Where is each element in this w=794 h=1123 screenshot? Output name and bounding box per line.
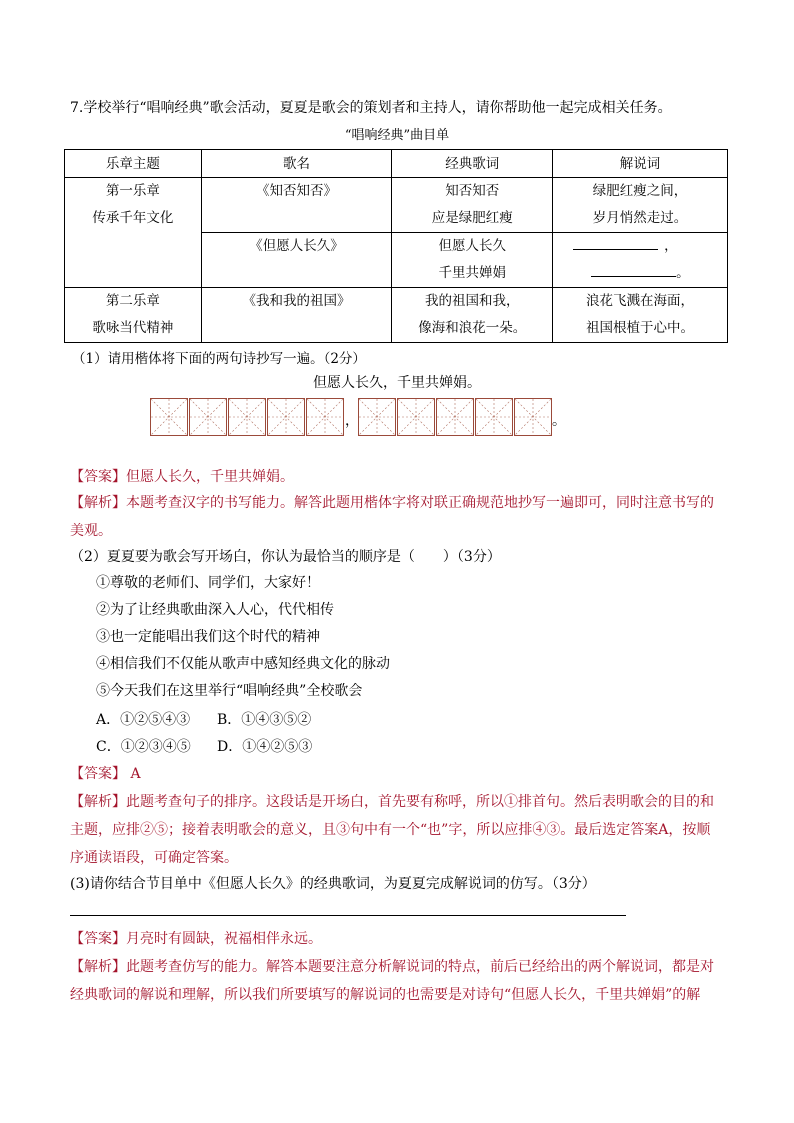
list-item: ①尊敬的老师们、同学们，大家好！: [96, 575, 320, 591]
song-cell: [201, 178, 392, 233]
option-d[interactable]: D．①④②⑤③: [217, 739, 313, 755]
writing-cell[interactable]: [306, 398, 344, 436]
analysis-label: 【解析】: [70, 959, 126, 975]
answer-text: 月亮时有圆缺，祝福相伴永远。: [126, 931, 322, 947]
option-b[interactable]: B．①④③⑤②: [217, 712, 312, 728]
analysis-label: 【解析】: [70, 794, 126, 810]
theme-cell: [65, 288, 202, 343]
lyric-line: 千里共婵娟: [438, 265, 506, 281]
header-theme: 乐章主题: [65, 150, 202, 178]
analysis-line: 本题考查汉字的书写能力。解答此题用楷体字将对联正确规范地抄写一遍即可，同时注意书写的: [126, 495, 714, 511]
writing-cell[interactable]: [475, 398, 513, 436]
theme-line: 第二乐章: [105, 293, 160, 309]
list-item: ④相信我们不仅能从歌声中感知经典文化的脉动: [96, 656, 390, 672]
lyric-line: 像海和浪花一朵。: [418, 320, 527, 336]
commentary-blank-line: [553, 233, 727, 260]
writing-cell[interactable]: [267, 398, 305, 436]
part2-analysis: [70, 788, 714, 872]
fill-blank[interactable]: [573, 235, 658, 250]
part3-analysis: [70, 953, 714, 1009]
lyric-line: 应是绿肥红瘦: [431, 210, 513, 226]
part3-answer: [70, 925, 322, 953]
part2-answer: [70, 760, 141, 788]
poem-line: 但愿人长久，千里共婵娟。: [313, 375, 481, 391]
writing-cell[interactable]: [228, 398, 266, 436]
analysis-label: 【解析】: [70, 495, 126, 511]
question-stem: 7.学校举行“唱响经典”歌会活动，夏夏是歌会的策划者和主持人，请你帮助他一起完成相关任务。: [70, 100, 672, 116]
analysis-line: 序通读语段，可确定答案。: [70, 850, 238, 866]
answer-line[interactable]: [70, 915, 626, 916]
header-song: 歌名: [201, 150, 392, 178]
lyric-line: 但愿人长久: [438, 238, 506, 254]
lyric-line: 知否知否: [445, 183, 500, 199]
theme-line: 歌咏当代精神: [92, 320, 174, 336]
writing-cell[interactable]: [436, 398, 474, 436]
lyrics-cell: [392, 233, 553, 288]
song-title: 《但愿人长久》: [249, 238, 344, 254]
list-item: ⑤今天我们在这里举行“唱响经典”全校歌会: [96, 683, 363, 699]
song-title: 《我和我的祖国》: [242, 293, 351, 309]
list-item: ②为了让经典歌曲深入人心，代代相传: [96, 602, 334, 618]
commentary-blank-line: [553, 260, 727, 287]
song-cell: [201, 233, 392, 288]
writing-cell[interactable]: [514, 398, 552, 436]
lyrics-cell: [392, 288, 553, 343]
commentary-line: 浪花飞溅在海面，: [586, 293, 695, 309]
answer-text: 但愿人长久，千里共婵娟。: [126, 469, 294, 485]
writing-cell[interactable]: [358, 398, 396, 436]
part2-prompt: （2）夏夏要为歌会写开场白，你认为最恰当的顺序是（ ）（3分）: [70, 549, 501, 565]
header-commentary: 解说词: [553, 150, 728, 178]
option-c[interactable]: C．①②③④⑤: [96, 739, 191, 755]
song-list-table: [64, 149, 728, 343]
part3-prompt: (3)请你结合节目单中《但愿人长久》的经典歌词，为夏夏完成解说词的仿写。（3分）: [70, 876, 596, 892]
commentary-line: 祖国根植于心中。: [586, 320, 695, 336]
part1-analysis: [70, 489, 714, 545]
analysis-line: 此题考查句子的排序。这段话是开场白，首先要有称呼，所以①排首句。然后表明歌会的目的和: [126, 794, 714, 810]
theme-cell: [65, 178, 202, 288]
theme-line: 第一乐章: [105, 183, 160, 199]
blank-suffix: ，: [664, 238, 678, 254]
theme-line: 传承千年文化: [92, 210, 174, 226]
commentary-cell: [553, 178, 728, 233]
writing-grid-right: [358, 398, 553, 436]
writing-cell[interactable]: [397, 398, 435, 436]
table-title: “唱响经典”曲目单: [344, 128, 450, 143]
answer-text: A: [126, 766, 141, 782]
lyric-line: 我的祖国和我，: [424, 293, 520, 309]
fill-blank[interactable]: [591, 262, 676, 277]
part1-prompt: （1）请用楷体将下面的两句诗抄写一遍。（2分）: [72, 351, 366, 367]
answer-label: 【答案】: [70, 931, 126, 947]
grid-comma: ，: [345, 413, 359, 429]
commentary-line: 绿肥红瘦之间，: [592, 183, 688, 199]
header-lyrics: 经典歌词: [392, 150, 553, 178]
answer-label: 【答案】: [70, 766, 126, 782]
blank-suffix: 。: [676, 265, 690, 281]
writing-grid-left: [150, 398, 345, 436]
part1-answer: [70, 466, 294, 486]
table-row: [65, 178, 728, 233]
table-header-row: [65, 150, 728, 178]
table-row: [65, 288, 728, 343]
analysis-line: 此题考查仿写的能力。解答本题要注意分析解说词的特点，前后已经给出的两个解说词，都是对: [126, 959, 714, 975]
analysis-line: 经典歌词的解说和理解，所以我们所要填写的解说词的也需要是对诗句“但愿人长久，千里共婵娟”的解: [70, 987, 701, 1003]
lyrics-cell: [392, 178, 553, 233]
song-title: 《知否知否》: [256, 183, 338, 199]
analysis-line: 美观。: [70, 523, 112, 539]
commentary-cell: [553, 288, 728, 343]
part2-items: [96, 570, 390, 705]
analysis-line: 主题，应排②⑤；接着表明歌会的意义，且③句中有一个“也”字，所以应排④③。最后选定答案A，按顺: [70, 822, 711, 838]
answer-label: 【答案】: [70, 469, 126, 485]
writing-cell[interactable]: [189, 398, 227, 436]
song-cell: [201, 288, 392, 343]
commentary-blank-cell: [553, 233, 728, 288]
writing-cell[interactable]: [150, 398, 188, 436]
commentary-line: 岁月悄然走过。: [592, 210, 688, 226]
grid-period: 。: [552, 413, 566, 429]
list-item: ③也一定能唱出我们这个时代的精神: [96, 629, 320, 645]
option-a[interactable]: A．①②⑤④③: [96, 712, 191, 728]
